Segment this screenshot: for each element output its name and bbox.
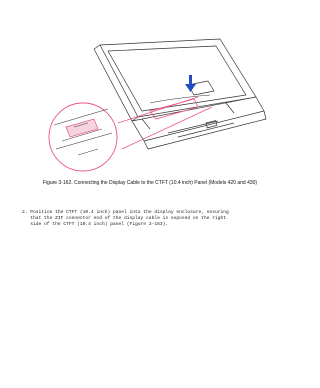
step-number: 2. xyxy=(22,210,28,215)
step-text: Position the CTFT (10.4 inch) panel into the display enclosure, ensuring that the ZIF connector end of the display cable is exposed on the right side of the CTFT (10.4 inch) panel (Figure 3-163). xyxy=(30,210,229,228)
base-outline xyxy=(132,97,264,141)
instruction-step xyxy=(22,210,282,229)
figure-caption: Figure 3-162. Connecting the Display Cable to the CTFT (10.4 inch) Panel (Models 420 and 430) xyxy=(42,180,258,186)
display-cable-illustration xyxy=(38,37,268,177)
detail-magnifier xyxy=(49,103,117,171)
